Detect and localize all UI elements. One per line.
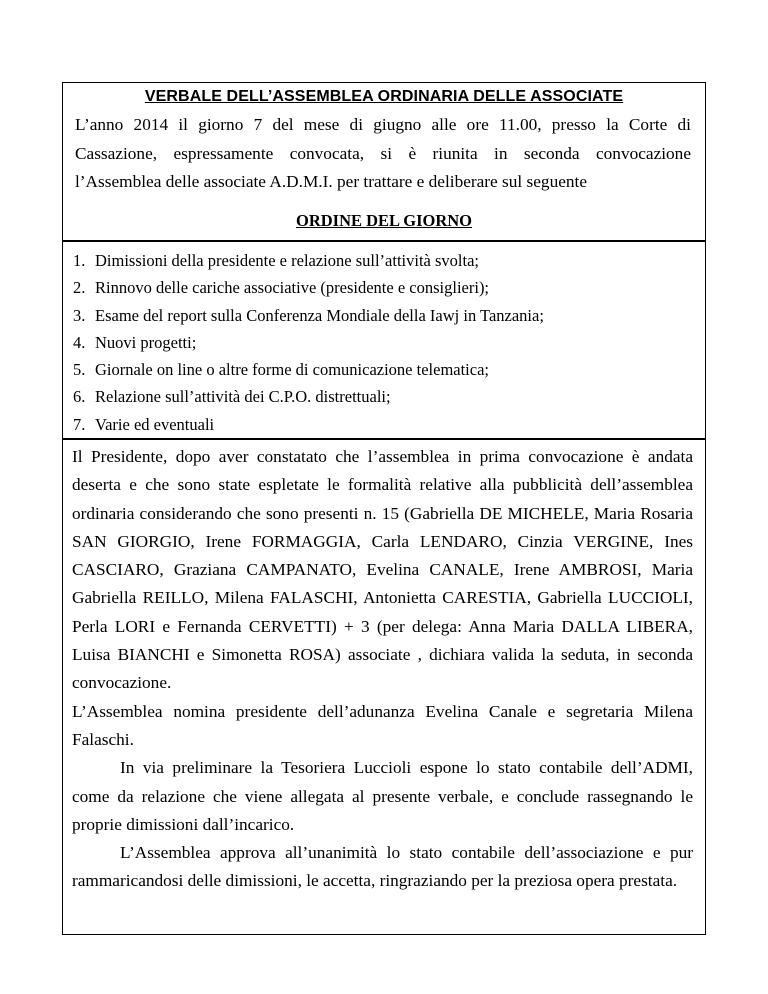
agenda-item: 2. Rinnovo delle cariche associative (presidente e consiglieri);: [73, 278, 490, 298]
agenda-item: 4. Nuovi progetti;: [73, 332, 197, 352]
minutes-paragraph: L’Assemblea approva all’unanimità lo stato contabile dell’associazione e pur rammaricandosi delle dimissioni, le accetta, ringraziando per la preziosa opera prestata.: [72, 843, 693, 891]
agenda-item: 1. Dimissioni della presidente e relazione sull’attività svolta;: [73, 251, 479, 270]
agenda-box: [62, 240, 706, 440]
minutes-paragraph: L’Assemblea nomina presidente dell’adunanza Evelina Canale e segretaria Milena Falaschi.: [72, 701, 693, 749]
intro-line: l’Assemblea delle associate A.D.M.I. per trattare e deliberare sul seguente: [75, 172, 587, 191]
header-box: [62, 82, 706, 242]
intro-paragraph: [75, 111, 691, 197]
agenda-item: 7. Varie ed eventuali: [73, 414, 215, 434]
intro-line: L’anno 2014 il giorno 7 del mese di giugno alle ore 11.00, presso la Corte di: [75, 115, 691, 134]
agenda-item: 5. Giornale on line o altre forme di comunicazione telematica;: [73, 360, 490, 380]
intro-line: Cassazione, espressamente convocata, si è riunita in seconda convocazione: [75, 143, 691, 163]
agenda-list: [73, 247, 544, 438]
agenda-item: 3. Esame del report sulla Conferenza Mondiale della Iawj in Tanzania;: [73, 305, 544, 325]
minutes-paragraph: In via preliminare la Tesoriera Luccioli espone lo stato contabile dell’ADMI, come da relazione che viene allegata al presente verbale, e conclude rassegnando le proprie dimissioni dall’incarico.: [72, 758, 693, 834]
agenda-title: ORDINE DEL GIORNO: [295, 211, 473, 230]
agenda-item: 6. Relazione sull’attività dei C.P.O. distrettuali;: [73, 387, 391, 407]
minutes-box: [62, 438, 706, 935]
minutes-paragraph: Il Presidente, dopo aver constatato che l’assemblea in prima convocazione è andata deserta e che sono state espletate le formalità relative alla pubblicità dell’assemblea ordinaria considerando che sono presenti n. 15 (Gabriella DE MICHELE, Maria Rosaria SAN GIORGIO, Irene FORMAGGIA, Carla LENDARO, Cinzia VERGINE, Ines CASCIARO, Graziana CAMPANATO, Evelina CANALE, Irene AMBROSI, Maria Gabriella REILLO, Milena FALASCHI, Antonietta CARESTIA, Gabriella LUCCIOLI, Perla LORI e Fernanda CERVETTI) + 3 (per delega: Anna Maria DALLA LIBERA, Luisa BIANCHI e Simonetta ROSA) associate , dichiara valida la seduta, in seconda convocazione.: [72, 447, 693, 693]
minutes-body: [72, 443, 693, 896]
document-title: VERBALE DELL’ASSEMBLEA ORDINARIA DELLE ASSOCIATE: [144, 88, 624, 105]
